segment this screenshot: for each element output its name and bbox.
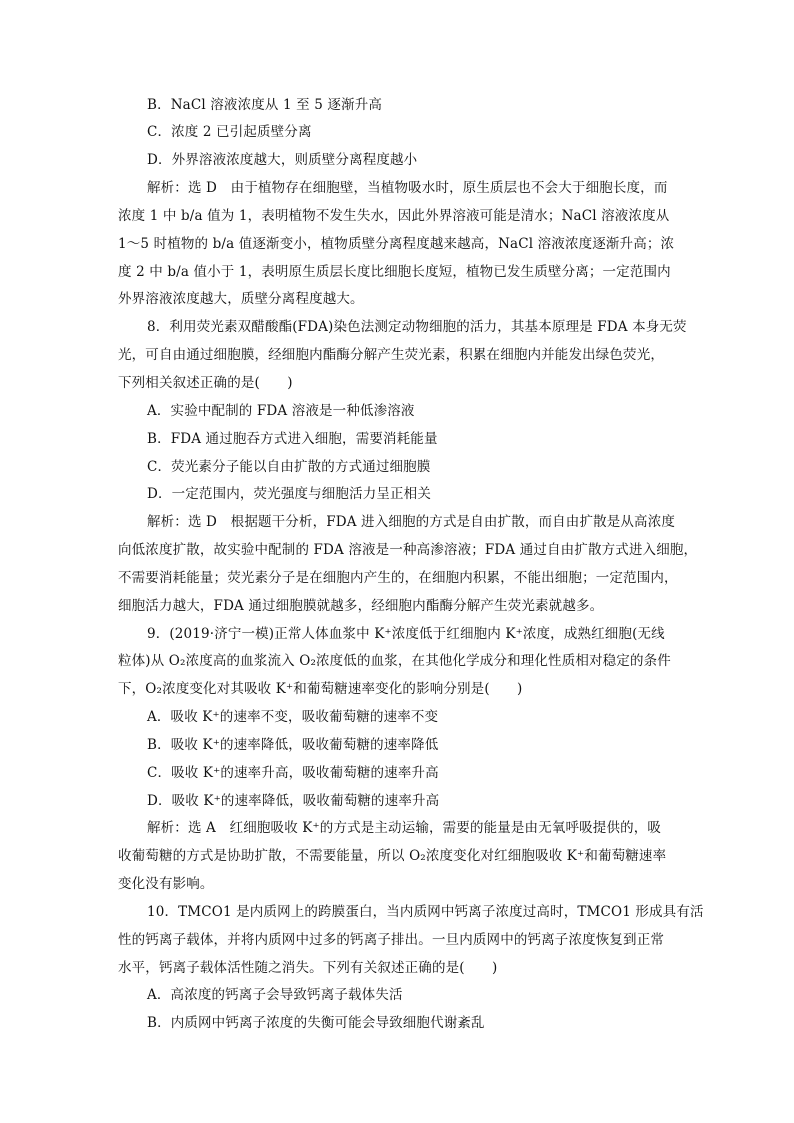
analysis-8-line-1: 解析：选 D 根据题干分析，FDA 进入细胞的方式是自由扩散，而自由扩散是从高浓度	[147, 514, 675, 530]
question-10-line-2: 性的钙离子载体，并将内质网中过多的钙离子排出。一旦内质网中的钙离子浓度恢复到正常	[118, 932, 664, 948]
analysis-9-line-1: 解析：选 A 红细胞吸收 K⁺的方式是主动运输，需要的能量是由无氧呼吸提供的，吸	[147, 820, 662, 836]
question-9-line-2: 粒体)从 O₂浓度高的血浆流入 O₂浓度低的血浆，在其他化学成分和理化性质相对稳定的条件	[118, 653, 671, 669]
analysis-8-line-2: 向低浓度扩散，故实验中配制的 FDA 溶液是一种高渗溶液；FDA 通过自由扩散方式进入细胞，	[118, 542, 698, 558]
question-8-line-1: 8．利用荧光素双醋酸酯(FDA)染色法测定动物细胞的活力，其基本原理是 FDA 本身无荧	[147, 319, 687, 335]
analysis-7-line-1: 解析：选 D 由于植物存在细胞壁，当植物吸水时，原生质层也不会大于细胞长度，而	[147, 180, 668, 196]
question-9-line-3: 下，O₂浓度变化对其吸收 K⁺和葡萄糖速率变化的影响分别是( )	[118, 681, 523, 697]
question-9-option-a: A．吸收 K⁺的速率不变，吸收葡萄糖的速率不变	[147, 709, 439, 725]
option-c-concentration: C．浓度 2 已引起质壁分离	[147, 124, 312, 140]
analysis-9-line-2: 收葡萄糖的方式是协助扩散，不需要能量，所以 O₂浓度变化对红细胞吸收 K⁺和葡萄糖速率	[118, 848, 667, 864]
question-8-line-3: 下列相关叙述正确的是( )	[118, 375, 293, 391]
question-9-line-1: 9．(2019·济宁一模)正常人体血浆中 K⁺浓度低于红细胞内 K⁺浓度，成熟红细胞(无线	[147, 626, 665, 642]
question-8-option-a: A．实验中配制的 FDA 溶液是一种低渗溶液	[147, 403, 415, 419]
question-10-line-3: 水平，钙离子载体活性随之消失。下列有关叙述正确的是( )	[118, 960, 498, 976]
question-10-option-b: B．内质网中钙离子浓度的失衡可能会导致细胞代谢紊乱	[147, 1015, 485, 1031]
analysis-7-line-2: 浓度 1 中 b/a 值为 1，表明植物不发生失水，因此外界溶液可能是清水；NaCl 溶液浓度从	[118, 208, 670, 224]
analysis-8-line-4: 细胞活力越大，FDA 通过细胞膜就越多，经细胞内酯酶分解产生荧光素就越多。	[118, 598, 604, 614]
analysis-7-line-4: 度 2 中 b/a 值小于 1，表明原生质层长度比细胞长度短，植物已发生质壁分离；一定范围内	[118, 264, 671, 280]
option-d-concentration: D．外界溶液浓度越大，则质壁分离程度越小	[147, 152, 418, 168]
analysis-8-line-3: 不需要消耗能量；荧光素分子是在细胞内产生的，在细胞内积累，不能出细胞；一定范围内，	[118, 570, 678, 586]
question-9-option-b: B．吸收 K⁺的速率降低，吸收葡萄糖的速率降低	[147, 737, 439, 753]
question-8-option-c: C．荧光素分子能以自由扩散的方式通过细胞膜	[147, 459, 431, 475]
analysis-7-line-3: 1～5 时植物的 b/a 值逐渐变小，植物质壁分离程度越来越高，NaCl 溶液浓度逐渐升高；浓	[118, 236, 675, 252]
question-8-line-2: 光，可自由通过细胞膜，经细胞内酯酶分解产生荧光素，积累在细胞内并能发出绿色荧光，	[118, 347, 664, 363]
question-9-option-c: C．吸收 K⁺的速率升高，吸收葡萄糖的速率升高	[147, 765, 439, 781]
question-9-option-d: D．吸收 K⁺的速率降低，吸收葡萄糖的速率升高	[147, 793, 440, 809]
option-b-nacl: B．NaCl 溶液浓度从 1 至 5 逐渐升高	[147, 97, 383, 113]
analysis-7-line-5: 外界溶液浓度越大，质壁分离程度越大。	[118, 291, 364, 307]
analysis-9-line-3: 变化没有影响。	[118, 876, 214, 892]
question-10-option-a: A．高浓度的钙离子会导致钙离子载体失活	[147, 987, 403, 1003]
question-8-option-b: B．FDA 通过胞吞方式进入细胞，需要消耗能量	[147, 431, 438, 447]
question-10-line-1: 10．TMCO1 是内质网上的跨膜蛋白，当内质网中钙离子浓度过高时，TMCO1 形成具有活	[147, 904, 704, 920]
question-8-option-d: D．一定范围内，荧光强度与细胞活力呈正相关	[147, 486, 431, 502]
